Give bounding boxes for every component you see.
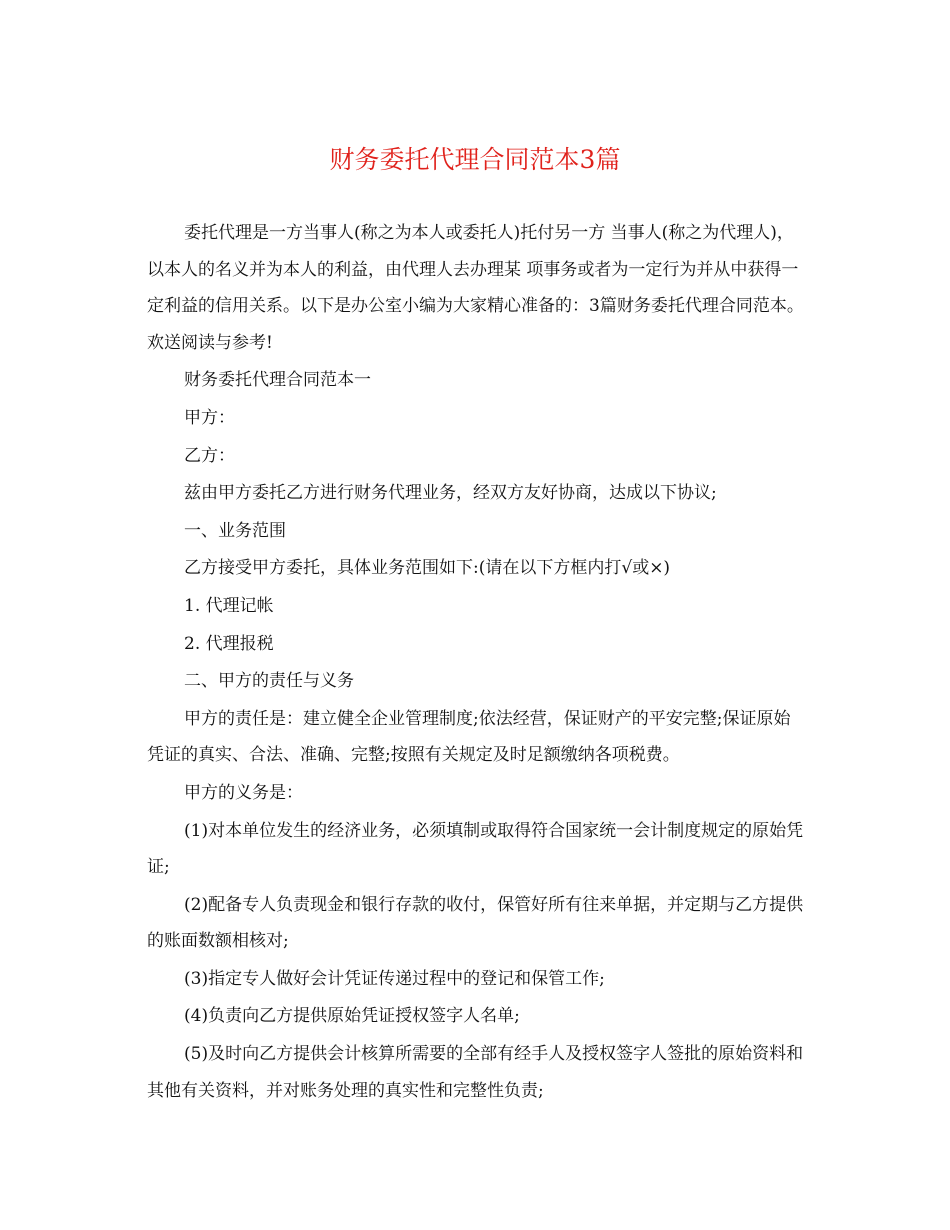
paragraph-item-1: 1. 代理记帐 — [184, 595, 274, 616]
paragraph-item-2: 2. 代理报税 — [184, 633, 274, 654]
paragraph-party-b: 乙方： — [184, 445, 235, 466]
paragraph-obligation-5: (5)及时向乙方提供会计核算所需要的全部有经手人及授权签字人签批的原始资料和其他有关资料，并对账务处理的真实性和完整性负责; — [147, 1044, 804, 1101]
document-body — [147, 215, 807, 1110]
paragraph-obligation-3: (3)指定专人做好会计凭证传递过程中的登记和保管工作; — [184, 968, 605, 989]
paragraph-section-1: 一、业务范围 — [184, 520, 286, 541]
paragraph-obligation-heading: 甲方的义务是： — [184, 782, 303, 803]
paragraph-obligation-4: (4)负责向乙方提供原始凭证授权签字人名单; — [184, 1006, 520, 1027]
document-title: 财务委托代理合同范本3篇 — [329, 145, 621, 174]
paragraph-intro: 委托代理是一方当事人(称之为本人或委托人)托付另一方 当事人(称之为代理人)，以本人的名义并为本人的利益，由代理人去办理某 项事务或者为一定行为并从中获得一定利益的信用关系。以下是办公室小编为大家精心准备的：3篇财务委托代理合同范本。欢送阅读与参考! — [147, 223, 804, 353]
paragraph-contract-heading: 财务委托代理合同范本一 — [184, 370, 371, 391]
paragraph-section-2: 二、甲方的责任与义务 — [184, 671, 354, 692]
paragraph-party-a: 甲方： — [184, 407, 235, 428]
paragraph-responsibility: 甲方的责任是：建立健全企业管理制度;依法经营，保证财产的平安完整;保证原始凭证的真实、合法、准确、完整;按照有关规定及时足额缴纳各项税费。 — [147, 708, 791, 766]
paragraph-obligation-1: (1)对本单位发生的经济业务，必须填制或取得符合国家统一会计制度规定的原始凭证; — [147, 820, 804, 878]
paragraph-agreement: 兹由甲方委托乙方进行财务代理业务，经双方友好协商，达成以下协议; — [184, 483, 717, 504]
paragraph-obligation-2: (2)配备专人负责现金和银行存款的收付，保管好所有往来单据，并定期与乙方提供的账面数额相核对; — [147, 894, 804, 952]
paragraph-scope: 乙方接受甲方委托，具体业务范围如下:(请在以下方框内打√或×) — [184, 558, 671, 579]
